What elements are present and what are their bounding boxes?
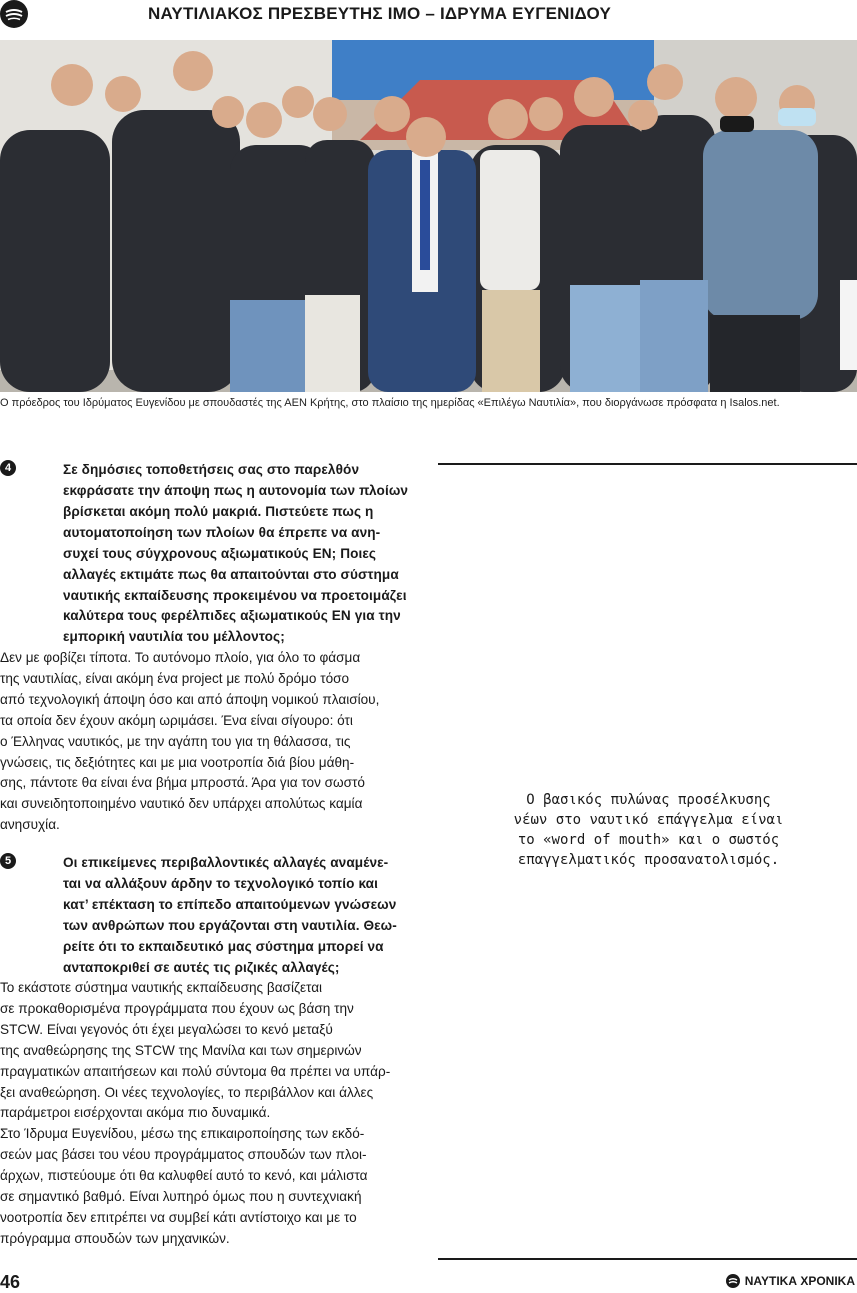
answer-line: της αναθεώρησης της STCW της Μανίλα και των σημερινών: [0, 1043, 362, 1058]
section-title: ΝΑΥΤΙΛΙΑΚΟΣ ΠΡΕΣΒΕΥΤΗΣ IMO – ΙΔΡΥΜΑ ΕΥΓΕΝΙΔΟΥ: [148, 4, 612, 23]
pull-quote-line: επαγγελματικός προσανατολισμός.: [517, 852, 780, 868]
question-line: Οι επικείμενες περιβαλλοντικές αλλαγές αναμένε-: [63, 855, 389, 870]
answer-line: STCW. Είναι γεγονός ότι έχει μεγαλώσει το κενό μεταξύ: [0, 1022, 333, 1037]
pull-quote-line: Ο βασικός πυλώνας προσέλκυσης: [526, 792, 771, 808]
answer-line: τα οποία δεν έχουν ακόμη ωριμάσει. Ένα είναι σίγουρο: ότι: [0, 713, 353, 728]
answer-line: σε προκαθορισμένα προγράμματα που έχουν ως βάση την: [0, 1001, 354, 1016]
answer-line: πραγματικών απαιτήσεων και πολύ σύντομα θα πρέπει να υπάρ-: [0, 1064, 391, 1079]
question-line: αυτοματοποίηση των πλοίων θα έπρεπε να ανη-: [63, 525, 381, 540]
answer-line: παράμετροι εισέρχονται ακόμα πιο δυναμικά.: [0, 1105, 271, 1120]
group-photo: [0, 40, 857, 392]
answer-line: ο Έλληνας ναυτικός, με την αγάπη του για τη θάλασσα, τις: [0, 734, 351, 749]
pull-quote-line: νέων στο ναυτικό επάγγελμα είναι: [513, 812, 784, 828]
brand-name: ΝΑΥΤΙΚΑ ΧΡΟΝΙΚΑ: [744, 1274, 855, 1288]
question-number-badge: 5: [0, 853, 16, 869]
question-line: αλλαγές εκτιμάτε πως θα απαιτούνται στο σύστημα: [63, 567, 399, 582]
question-line: Σε δημόσιες τοποθετήσεις σας στο παρελθόν: [63, 462, 360, 477]
question-line: ρείτε ότι το εκπαιδευτικό μας σύστημα μπορεί να: [63, 939, 384, 954]
answer-line: νοοτροπία δεν επιτρέπει να συμβεί κάτι αντίστοιχο και με το: [0, 1210, 357, 1225]
answer-line: Δεν με φοβίζει τίποτα. Το αυτόνομο πλοίο, για όλο το φάσμα: [0, 650, 361, 665]
footer-brand: [726, 1274, 855, 1288]
answer-line: από τεχνολογική άποψη όσο και από άποψη νομικού πλαισίου,: [0, 692, 380, 707]
answer-line: και συνειδητοποιημένο ναυτικό δεν υπάρχει απολύτως καμία: [0, 796, 363, 811]
question-line: ανταποκριθεί σε αυτές τις ριζικές αλλαγές;: [63, 960, 340, 975]
answer-line: Στο Ίδρυμα Ευγενίδου, μέσω της επικαιροποίησης των εκδό-: [0, 1126, 365, 1141]
question-line: ναυτικής εκπαίδευσης προκειμένου να προετοιμάζει: [63, 588, 407, 603]
answer-line: σης, πάντοτε θα είναι ένα βήμα μπροστά. Άρα για τον σωστό: [0, 775, 365, 790]
answer-line: ξει αναθεώρηση. Οι νέες τεχνολογίες, το περιβάλλον και άλλες: [0, 1085, 374, 1100]
answer-line: Το εκάστοτε σύστημα ναυτικής εκπαίδευσης βασίζεται: [0, 980, 323, 995]
column-bottom-rule: [438, 1258, 857, 1260]
answer-line: πρόγραμμα σπουδών των μηχανικών.: [0, 1231, 230, 1246]
answer-line: της ναυτιλίας, είναι ακόμη ένα project με πολύ δρόμο τόσο: [0, 671, 350, 686]
question-line: των ανθρώπων που εργάζονται στη ναυτιλία. Θεω-: [63, 918, 397, 933]
question-line: βρίσκεται ακόμη πολύ μακριά. Πιστεύετε πως η: [63, 504, 374, 519]
question-line: κατ’ επέκταση το επίπεδο απαιτούμενων γνώσεων: [63, 897, 397, 912]
question-number-badge: 4: [0, 460, 16, 476]
pull-quote-line: το «word of mouth» και ο σωστός: [517, 832, 780, 848]
answer-line: άρχων, πιστεύουμε ότι θα καλυφθεί αυτό το κενό, και μάλιστα: [0, 1168, 368, 1183]
ship-wave-icon: [0, 0, 28, 28]
page-number: 46: [0, 1272, 21, 1292]
question-line: ται να αλλάξουν άρδην το τεχνολογικό τοπίο και: [63, 876, 379, 891]
answer-line: σεών μας βάσει του νέου προγράμματος σπουδών των πλοι-: [0, 1147, 367, 1162]
answer-line: γνώσεις, τις δεξιότητες και με μια νοοτροπία διά βίου μάθη-: [0, 755, 355, 770]
question-line: εμπορική ναυτιλία του μέλλοντος;: [63, 629, 285, 644]
question-line: καλύτερα τους φερέλπιδες αξιωματικούς ΕΝ για την: [63, 608, 401, 623]
ship-wave-icon: [726, 1274, 740, 1288]
photo-caption: Ο πρόεδρος του Ιδρύματος Ευγενίδου με σπουδαστές της ΑΕΝ Κρήτης, στο πλαίσιο της ημερίδας «Επιλέγω Ναυτιλία», που διοργάνωσε πρόσφατα η Isalos.net.: [0, 397, 780, 409]
question-line: συχεί τους σύγχρονους αξιωματικούς ΕΝ; Ποιες: [63, 546, 377, 561]
column-top-rule: [438, 463, 857, 465]
answer-line: ανησυχία.: [0, 817, 60, 832]
question-line: εκφράσατε την άποψη πως η αυτονομία των πλοίων: [63, 483, 409, 498]
answer-line: σε σημαντικό βαθμό. Είναι λυπηρό όμως που η συντεχνιακή: [0, 1189, 362, 1204]
